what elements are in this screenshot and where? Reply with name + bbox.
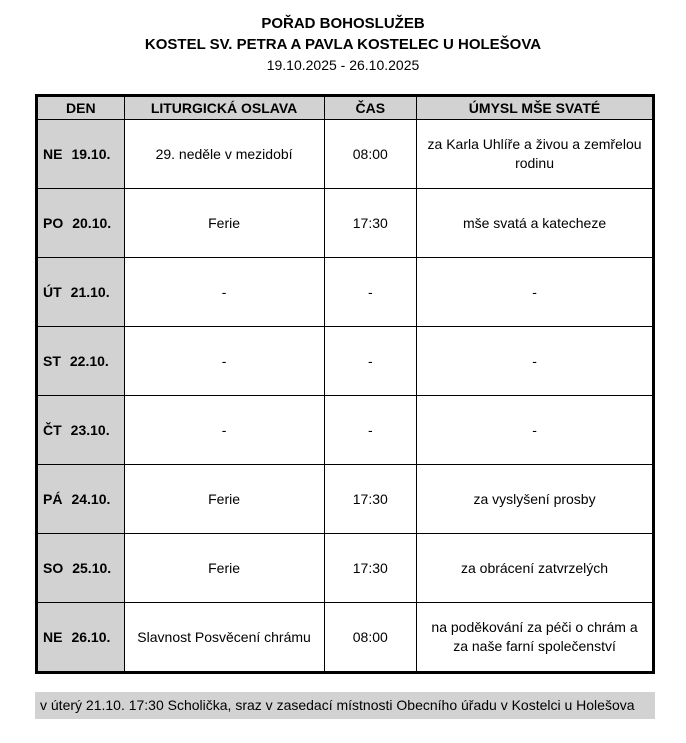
intention-cell: -: [417, 396, 654, 465]
intention-cell: za Karla Uhlíře a živou a zemřelou rodinu: [417, 120, 654, 189]
page-header: [0, 13, 686, 75]
day-abbrev: ÚT: [43, 283, 62, 300]
table-row: [37, 603, 654, 673]
intention-cell: -: [417, 258, 654, 327]
intention-cell: -: [417, 327, 654, 396]
day-cell: [37, 327, 125, 396]
celebration-cell: Ferie: [124, 189, 324, 258]
column-header-liturgicka-oslava: LITURGICKÁ OSLAVA: [124, 96, 324, 120]
time-cell: -: [324, 396, 417, 465]
intention-cell: mše svatá a katecheze: [417, 189, 654, 258]
day-cell: [37, 189, 125, 258]
celebration-cell: Ferie: [124, 534, 324, 603]
table-row: [37, 534, 654, 603]
day-date: 22.10.: [69, 352, 109, 369]
celebration-cell: -: [124, 396, 324, 465]
day-date: 25.10.: [72, 559, 112, 576]
time-cell: 08:00: [324, 120, 417, 189]
intention-cell: na poděkování za péči o chrám a za naše farní společenství: [417, 603, 654, 673]
table-row: [37, 120, 654, 189]
day-date: 23.10.: [70, 421, 110, 438]
time-cell: -: [324, 327, 417, 396]
time-cell: 17:30: [324, 189, 417, 258]
time-cell: 08:00: [324, 603, 417, 673]
day-date: 26.10.: [71, 628, 111, 645]
day-cell: [37, 120, 125, 189]
table-row: [37, 465, 654, 534]
celebration-cell: 29. neděle v mezidobí: [124, 120, 324, 189]
table-header-row: [37, 96, 654, 120]
day-date: 20.10.: [72, 214, 112, 231]
intention-cell: za obrácení zatvrzelých: [417, 534, 654, 603]
time-cell: 17:30: [324, 534, 417, 603]
day-abbrev: ČT: [43, 421, 62, 438]
table-row: [37, 189, 654, 258]
date-range: 19.10.2025 - 26.10.2025: [266, 57, 420, 73]
celebration-cell: -: [124, 258, 324, 327]
day-date: 24.10.: [71, 490, 111, 507]
footer-note: v úterý 21.10. 17:30 Scholička, sraz v zasedací místnosti Obecního úřadu v Kostelci u Holešova: [35, 692, 655, 719]
day-abbrev: PO: [43, 214, 64, 231]
day-cell: [37, 396, 125, 465]
day-date: 19.10.: [71, 145, 111, 162]
celebration-cell: Ferie: [124, 465, 324, 534]
page-title: POŘAD BOHOSLUŽEB: [261, 15, 425, 32]
column-header-umysl-mse-svate: ÚMYSL MŠE SVATÉ: [417, 96, 654, 120]
day-cell: [37, 534, 125, 603]
day-date: 21.10.: [70, 283, 110, 300]
table-row: [37, 396, 654, 465]
schedule-table: [35, 94, 655, 674]
column-header-cas: ČAS: [324, 96, 417, 120]
celebration-cell: -: [124, 327, 324, 396]
day-abbrev: ST: [43, 352, 61, 369]
time-cell: -: [324, 258, 417, 327]
column-header-den: DEN: [37, 96, 125, 120]
intention-cell: za vyslyšení prosby: [417, 465, 654, 534]
day-cell: [37, 603, 125, 673]
day-abbrev: NE: [43, 628, 63, 645]
time-cell: 17:30: [324, 465, 417, 534]
page-subtitle: KOSTEL SV. PETRA A PAVLA KOSTELEC U HOLEŠOVA: [144, 36, 542, 53]
celebration-cell: Slavnost Posvěcení chrámu: [124, 603, 324, 673]
day-cell: [37, 465, 125, 534]
day-abbrev: SO: [43, 559, 64, 576]
day-abbrev: PÁ: [43, 490, 63, 507]
table-row: [37, 258, 654, 327]
day-abbrev: NE: [43, 145, 63, 162]
table-body: [37, 120, 654, 673]
day-cell: [37, 258, 125, 327]
table-row: [37, 327, 654, 396]
